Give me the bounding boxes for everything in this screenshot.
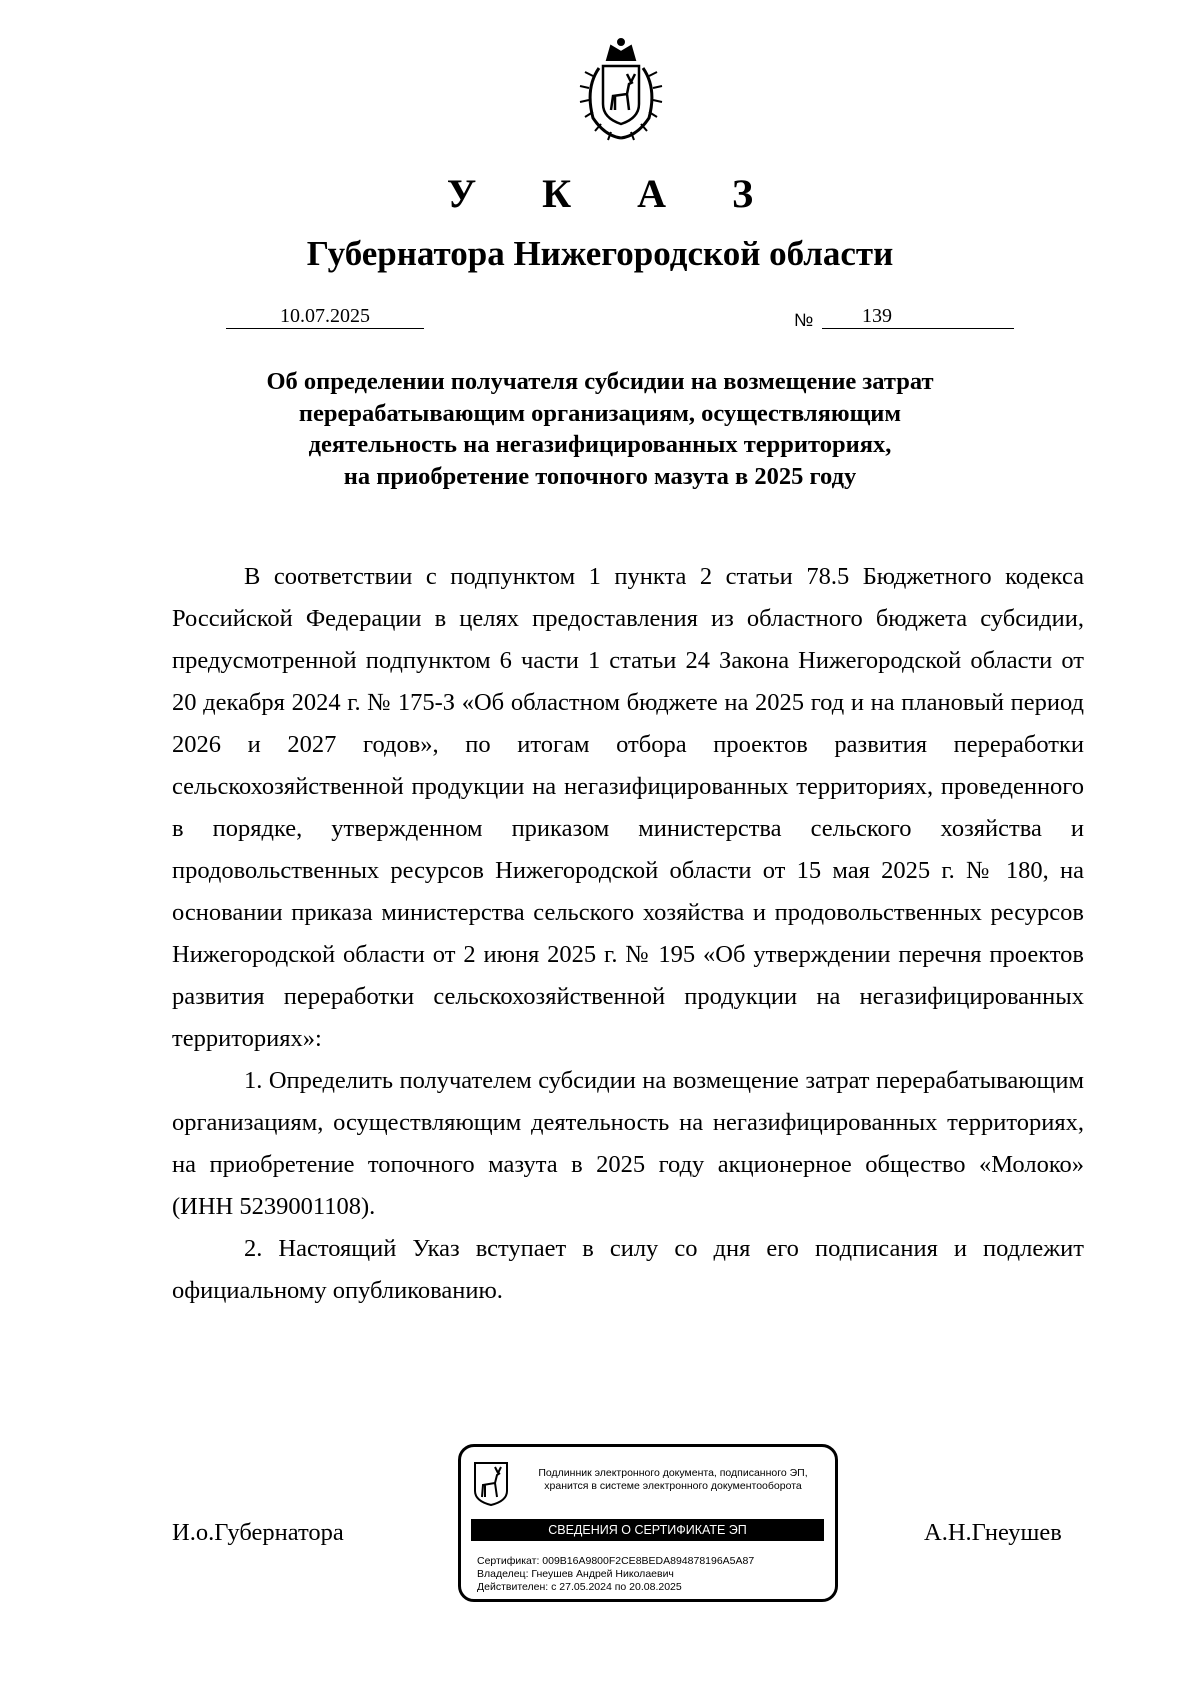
number-mark: № <box>794 310 814 330</box>
certificate-info-band: СВЕДЕНИЯ О СЕРТИФИКАТЕ ЭП <box>471 1519 824 1541</box>
subject-line: перерабатывающим организациям, осуществляющим <box>298 399 902 427</box>
issuer-title: Губернатора Нижегородской области <box>306 234 894 273</box>
certificate-validity: Действителен: с 27.05.2024 по 20.08.2025 <box>477 1581 682 1593</box>
coat-of-arms-emblem <box>571 38 671 148</box>
certificate-details <box>477 1555 754 1594</box>
stamp-notice <box>523 1467 823 1493</box>
document-subject <box>200 366 1000 493</box>
electronic-signature-stamp <box>458 1444 838 1602</box>
document-type-title: У К А З <box>446 171 782 216</box>
document-date: 10.07.2025 <box>226 304 424 329</box>
stamp-notice-line: Подлинник электронного документа, подписанного ЭП, <box>538 1467 808 1479</box>
certificate-owner: Владелец: Гнеушев Андрей Николаевич <box>477 1568 674 1580</box>
deer-emblem-icon <box>473 1461 509 1507</box>
document-body <box>172 556 1084 1312</box>
stamp-notice-line: хранится в системе электронного документооборота <box>544 1480 802 1492</box>
preamble-paragraph: В соответствии с подпунктом 1 пункта 2 статьи 78.5 Бюджетного кодекса Российской Федерации в целях предоставления из областного бюджета субсидии, предусмотренной подпунктом 6 части 1 статьи 24 Закона Нижегородской области от 20 декабря 2024 г. № 175-З «Об областном бюджете на 2025 год и на плановый период 2026 и 2027 годов», по итогам отбора проектов развития переработки сельскохозяйственной продукции на негазифицированных территориях, проведенного в порядке, утвержденном приказом министерства сельского хозяйства и продовольственных ресурсов Нижегородской области от 15 мая 2025 г. № 180, на основании приказа министерства сельского хозяйства и продовольственных ресурсов Нижегородской области от 2 июня 2025 г. № 195 «Об утверждении перечня проектов развития переработки сельскохозяйственной продукции на негазифицированных территориях»: <box>172 563 1084 1052</box>
document-number-field <box>822 304 1014 329</box>
subject-line: деятельность на негазифицированных территориях, <box>308 431 892 459</box>
certificate-serial: Сертификат: 009B16A9800F2CE8BEDA894878196A5A87 <box>477 1555 755 1567</box>
signatory-name: А.Н.Гнеушев <box>924 1519 1062 1546</box>
clause-1-paragraph: 1. Определить получателем субсидии на возмещение затрат перерабатывающим организациям, осуществляющим деятельность на негазифицированных территориях, на приобретение топочного мазута в 2025 году акционерное общество «Молоко» (ИНН 5239001108). <box>172 1067 1084 1220</box>
clause-2-paragraph: 2. Настоящий Указ вступает в силу со дня его подписания и подлежит официальному опубликованию. <box>172 1235 1084 1304</box>
signatory-role: И.о.Губернатора <box>172 1519 344 1546</box>
subject-line: Об определении получателя субсидии на возмещение затрат <box>266 368 934 395</box>
document-number: 139 <box>862 305 892 327</box>
subject-line: на приобретение топочного мазута в 2025 году <box>343 463 857 491</box>
